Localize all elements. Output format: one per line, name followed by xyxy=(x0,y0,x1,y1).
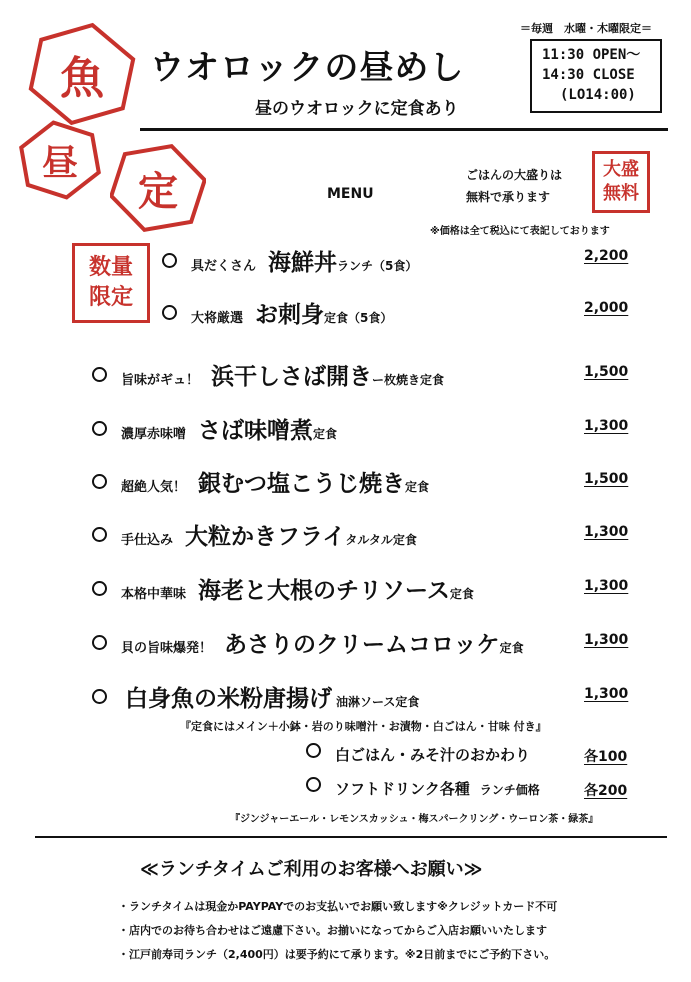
item-prefix: 大将厳選 xyxy=(191,311,244,326)
item-price: 1,500 xyxy=(584,364,629,380)
item-suffix: 定食 xyxy=(449,587,474,601)
item-suffix: 油淋ソース定食 xyxy=(336,695,420,709)
stamp-set xyxy=(110,140,206,236)
item-prefix: 旨味がギュ！ xyxy=(121,373,200,388)
item-name: お刺身 xyxy=(255,302,325,328)
bullet-circle-icon xyxy=(162,253,177,268)
stamp-fish xyxy=(28,20,136,128)
menu-label: MENU xyxy=(327,186,374,202)
item-name: 浜干しさば開き xyxy=(211,364,373,390)
item-name: 海鮮丼 xyxy=(268,250,338,276)
item-name: さば味噌煮 xyxy=(198,418,314,444)
bullet-circle-icon xyxy=(92,581,107,596)
last-order: (LO14:00) xyxy=(560,87,636,103)
badge-line: 数量 xyxy=(88,255,133,280)
menu-item xyxy=(162,296,392,329)
item-price: 2,000 xyxy=(584,300,629,316)
item-suffix: ー枚焼き定食 xyxy=(372,373,445,387)
item-name: 白身魚の米粉唐揚げ xyxy=(125,686,332,712)
item-suffix: タルタル定食 xyxy=(345,533,417,547)
extra-name: ソフトドリンク各種 xyxy=(335,780,470,798)
stamp-noon-char: 昼 xyxy=(41,141,78,184)
bullet-circle-icon xyxy=(92,689,107,704)
request-line: ・店内でのお待ち合わせはご遠慮下さい。お揃いになってからご入店お願いいたします xyxy=(118,924,547,937)
item-price: 1,300 xyxy=(584,418,629,434)
service-days: ＝毎週 水曜・木曜限定＝ xyxy=(520,22,652,35)
drinks-note: 『ジンジャーエール・レモンスカッシュ・梅スパークリング・ウーロン茶・緑茶』 xyxy=(230,814,599,825)
item-name: 大粒かきフライ xyxy=(185,524,346,550)
extra-item xyxy=(306,744,530,765)
menu-item xyxy=(92,680,419,713)
item-suffix: 定食 xyxy=(499,641,524,655)
item-price: 1,300 xyxy=(584,578,629,594)
bullet-circle-icon xyxy=(92,421,107,436)
item-suffix: 定食 xyxy=(405,480,430,494)
item-suffix: ランチ（5食） xyxy=(337,259,418,273)
item-suffix: 定食（5食） xyxy=(324,311,393,325)
rice-note-line: 無料で承ります xyxy=(466,190,551,204)
opening-hours-box xyxy=(530,39,662,113)
extra-suffix: ランチ価格 xyxy=(479,783,540,797)
free-large-rice-badge xyxy=(592,151,650,213)
menu-item xyxy=(162,244,417,277)
close-time: 14:30 CLOSE xyxy=(542,67,635,83)
open-time: 11:30 OPEN〜 xyxy=(542,47,641,63)
menu-item xyxy=(92,518,417,551)
item-prefix: 濃厚赤味噌 xyxy=(121,427,187,442)
bullet-circle-icon xyxy=(92,527,107,542)
limited-quantity-badge xyxy=(72,243,150,323)
menu-item xyxy=(92,358,444,391)
tax-note: ※価格は全て税込にて表記しております xyxy=(430,226,610,237)
item-name: 海老と大根のチリソース xyxy=(198,578,450,604)
item-prefix: 超絶人気！ xyxy=(121,480,187,495)
item-name: 銀むつ塩こうじ焼き xyxy=(198,471,406,497)
header-divider xyxy=(140,128,668,131)
stamp-set-char: 定 xyxy=(138,167,178,215)
menu-item xyxy=(92,412,337,445)
item-price: 1,300 xyxy=(584,686,629,702)
menu-item xyxy=(92,572,474,605)
item-name: あさりのクリームコロッケ xyxy=(224,632,500,658)
request-line: ・江戸前寿司ランチ（2,400円）は要予約にて承ります。※2日前までにご予約下さい。 xyxy=(118,948,556,961)
page-title: ウオロックの昼めし xyxy=(150,48,465,88)
requests-title: ≪ランチタイムご利用のお客様へお願い≫ xyxy=(140,859,483,880)
rice-note-line: ごはんの大盛りは xyxy=(466,168,563,182)
item-price: 2,200 xyxy=(584,248,629,264)
bullet-circle-icon xyxy=(92,635,107,650)
rice-note xyxy=(466,164,591,208)
bullet-circle-icon xyxy=(162,305,177,320)
item-suffix: 定食 xyxy=(313,427,338,441)
bullet-circle-icon xyxy=(92,367,107,382)
item-prefix: 手仕込み xyxy=(121,533,174,548)
stamp-fish-char: 魚 xyxy=(60,53,104,104)
stamp-noon xyxy=(18,118,102,202)
extra-name: 白ごはん・みそ汁のおかわり xyxy=(335,746,531,764)
item-price: 1,300 xyxy=(584,632,629,648)
item-prefix: 本格中華味 xyxy=(121,587,187,602)
page-subtitle: 昼のウオロックに定食あり xyxy=(255,99,459,119)
bullet-circle-icon xyxy=(306,777,321,792)
footer-divider xyxy=(35,836,667,838)
extra-item xyxy=(306,778,540,799)
extra-price: 各200 xyxy=(584,783,628,799)
included-note: 『定食にはメイン＋小鉢・岩のり味噌汁・お漬物・白ごはん・甘味 付き』 xyxy=(180,720,547,733)
menu-item xyxy=(92,626,524,659)
request-line: ・ランチタイムは現金かPAYPAYでのお支払いでお願い致します※クレジットカード不可 xyxy=(118,900,558,913)
item-prefix: 貝の旨味爆発！ xyxy=(121,641,213,656)
extra-price: 各100 xyxy=(584,749,628,765)
item-price: 1,300 xyxy=(584,524,629,540)
item-price: 1,500 xyxy=(584,471,629,487)
bullet-circle-icon xyxy=(92,474,107,489)
badge-line: 無料 xyxy=(603,183,639,204)
badge-line: 大盛 xyxy=(603,159,639,180)
badge-line: 限定 xyxy=(88,285,133,310)
bullet-circle-icon xyxy=(306,743,321,758)
item-prefix: 具だくさん xyxy=(191,259,257,274)
menu-item xyxy=(92,465,429,498)
